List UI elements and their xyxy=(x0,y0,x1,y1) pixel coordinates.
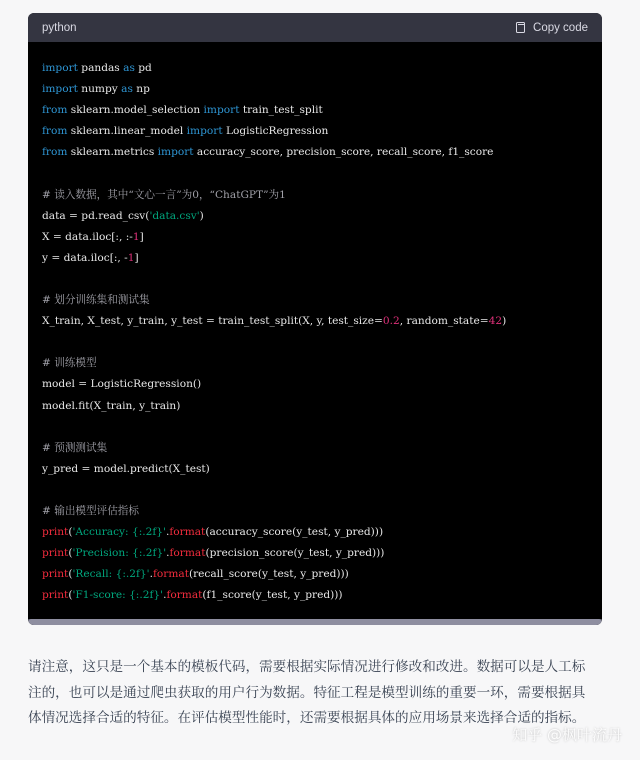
code-token: as xyxy=(123,62,135,74)
code-line xyxy=(42,121,588,142)
clipboard-icon xyxy=(516,22,526,34)
code-token: import xyxy=(186,125,223,138)
code-line xyxy=(42,438,588,459)
code-token: import xyxy=(157,146,194,159)
code-token: print xyxy=(42,526,69,539)
code-line xyxy=(42,58,588,79)
code-token: ( xyxy=(68,568,73,581)
code-token: model.fit(X_train, y_train) xyxy=(42,399,181,412)
code-language-label: python xyxy=(42,21,77,34)
code-token: sklearn.metrics xyxy=(67,146,158,159)
code-token: print xyxy=(42,568,69,581)
code-line xyxy=(42,459,588,480)
code-token: ( xyxy=(68,547,73,560)
code-token: ( xyxy=(68,526,73,539)
code-token: (accuracy_score(y_test, y_pred))) xyxy=(205,526,384,539)
code-token: . xyxy=(163,589,167,602)
code-line xyxy=(42,585,588,606)
code-token: # 划分训练集和测试集 xyxy=(42,294,150,307)
code-token: # 输出模型评估指标 xyxy=(42,504,139,517)
code-header xyxy=(28,13,602,42)
code-token: 1 xyxy=(127,251,135,264)
code-token: 'data.csv' xyxy=(149,209,200,222)
code-token: sklearn.model_selection xyxy=(67,104,204,117)
code-token: # 训练模型 xyxy=(42,357,97,370)
code-token: , random_state= xyxy=(399,315,489,328)
code-token: 'Accuracy: {:.2f}' xyxy=(72,526,166,539)
code-line xyxy=(42,269,588,290)
code-line xyxy=(42,248,588,269)
code-token: # 读入数据，其中“文心一言”为0，“ChatGPT”为1 xyxy=(42,188,286,201)
code-line xyxy=(42,206,588,227)
horizontal-scrollbar[interactable] xyxy=(28,619,602,625)
code-token: data = pd.read_csv( xyxy=(42,209,150,222)
code-token: as xyxy=(121,83,133,96)
code-token: # 预测测试集 xyxy=(42,441,108,454)
code-token: from xyxy=(42,125,68,138)
code-token: . xyxy=(166,547,170,560)
copy-code-button[interactable] xyxy=(516,22,588,34)
code-token: X_train, X_test, y_train, y_test = train_test_split(X, y, test_size= xyxy=(42,315,383,328)
code-token: pandas xyxy=(77,62,124,74)
code-token: y = data.iloc[:, - xyxy=(42,251,128,264)
assistant-explanation-text: 请注意，这只是一个基本的模板代码，需要根据实际情况进行修改和改进。数据可以是人工标注的，也可以是通过爬虫获取的用户行为数据。特征工程是模型训练的重要一环，需要根据具体情况选择合适的特征。在评估模型性能时，还需要根据具体的应用场景来选择合适的指标。 xyxy=(28,659,586,726)
code-line xyxy=(42,142,588,163)
code-token: 'F1-score: {:.2f}' xyxy=(72,589,164,602)
code-token: import xyxy=(203,104,240,117)
code-line xyxy=(42,374,588,395)
code-token: ] xyxy=(134,251,139,264)
copy-code-label: Copy code xyxy=(533,21,588,34)
code-token: model = LogisticRegression() xyxy=(42,378,202,391)
code-token: np xyxy=(132,83,150,96)
code-content[interactable] xyxy=(28,42,602,606)
code-line xyxy=(42,290,588,311)
code-line xyxy=(42,417,588,438)
code-token: format xyxy=(169,547,206,560)
code-token: format xyxy=(166,589,203,602)
code-token: . xyxy=(165,526,170,539)
code-line xyxy=(42,79,588,100)
code-token: 0.2 xyxy=(382,315,400,328)
code-token: print xyxy=(42,547,69,560)
code-token: import xyxy=(42,83,78,96)
code-line xyxy=(42,480,588,501)
code-line xyxy=(42,353,588,374)
code-token: ( xyxy=(68,589,73,602)
code-line xyxy=(42,543,588,564)
code-token: from xyxy=(42,104,68,117)
code-line xyxy=(42,185,588,206)
code-line xyxy=(42,332,588,353)
code-token: 1 xyxy=(132,230,140,243)
code-token: LogisticRegression xyxy=(222,125,329,138)
code-token: format xyxy=(169,526,206,539)
code-line xyxy=(42,522,588,543)
code-token: ) xyxy=(199,209,204,222)
code-token: (precision_score(y_test, y_pred))) xyxy=(205,547,385,560)
code-line xyxy=(42,311,588,332)
code-line xyxy=(42,163,588,184)
code-token: X = data.iloc[:, :- xyxy=(42,230,133,243)
code-token: (f1_score(y_test, y_pred))) xyxy=(202,589,343,602)
code-block xyxy=(28,13,602,625)
code-line xyxy=(42,564,588,585)
code-token: accuracy_score, precision_score, recall_score, f1_score xyxy=(193,146,494,159)
watermark: 知乎 @枫叶流丹 xyxy=(512,726,622,744)
code-token: ] xyxy=(139,230,144,243)
code-token: . xyxy=(149,568,153,581)
code-line xyxy=(42,227,588,248)
code-token: 42 xyxy=(488,315,503,328)
code-token: numpy xyxy=(77,83,122,96)
code-line xyxy=(42,501,588,522)
code-token: from xyxy=(42,146,68,159)
code-token: ) xyxy=(502,315,507,328)
code-token: (recall_score(y_test, y_pred))) xyxy=(188,568,349,581)
code-token: format xyxy=(152,568,189,581)
code-token: train_test_split xyxy=(239,104,323,117)
code-token: pd xyxy=(134,62,152,74)
code-line xyxy=(42,396,588,417)
code-token: sklearn.linear_model xyxy=(67,125,187,138)
scrollbar-thumb[interactable] xyxy=(28,619,602,625)
code-token: 'Precision: {:.2f}' xyxy=(72,547,167,560)
code-token: import xyxy=(42,62,78,74)
code-token: print xyxy=(42,589,69,602)
code-token: y_pred = model.predict(X_test) xyxy=(42,462,210,475)
code-token: 'Recall: {:.2f}' xyxy=(72,568,150,581)
code-line xyxy=(42,100,588,121)
